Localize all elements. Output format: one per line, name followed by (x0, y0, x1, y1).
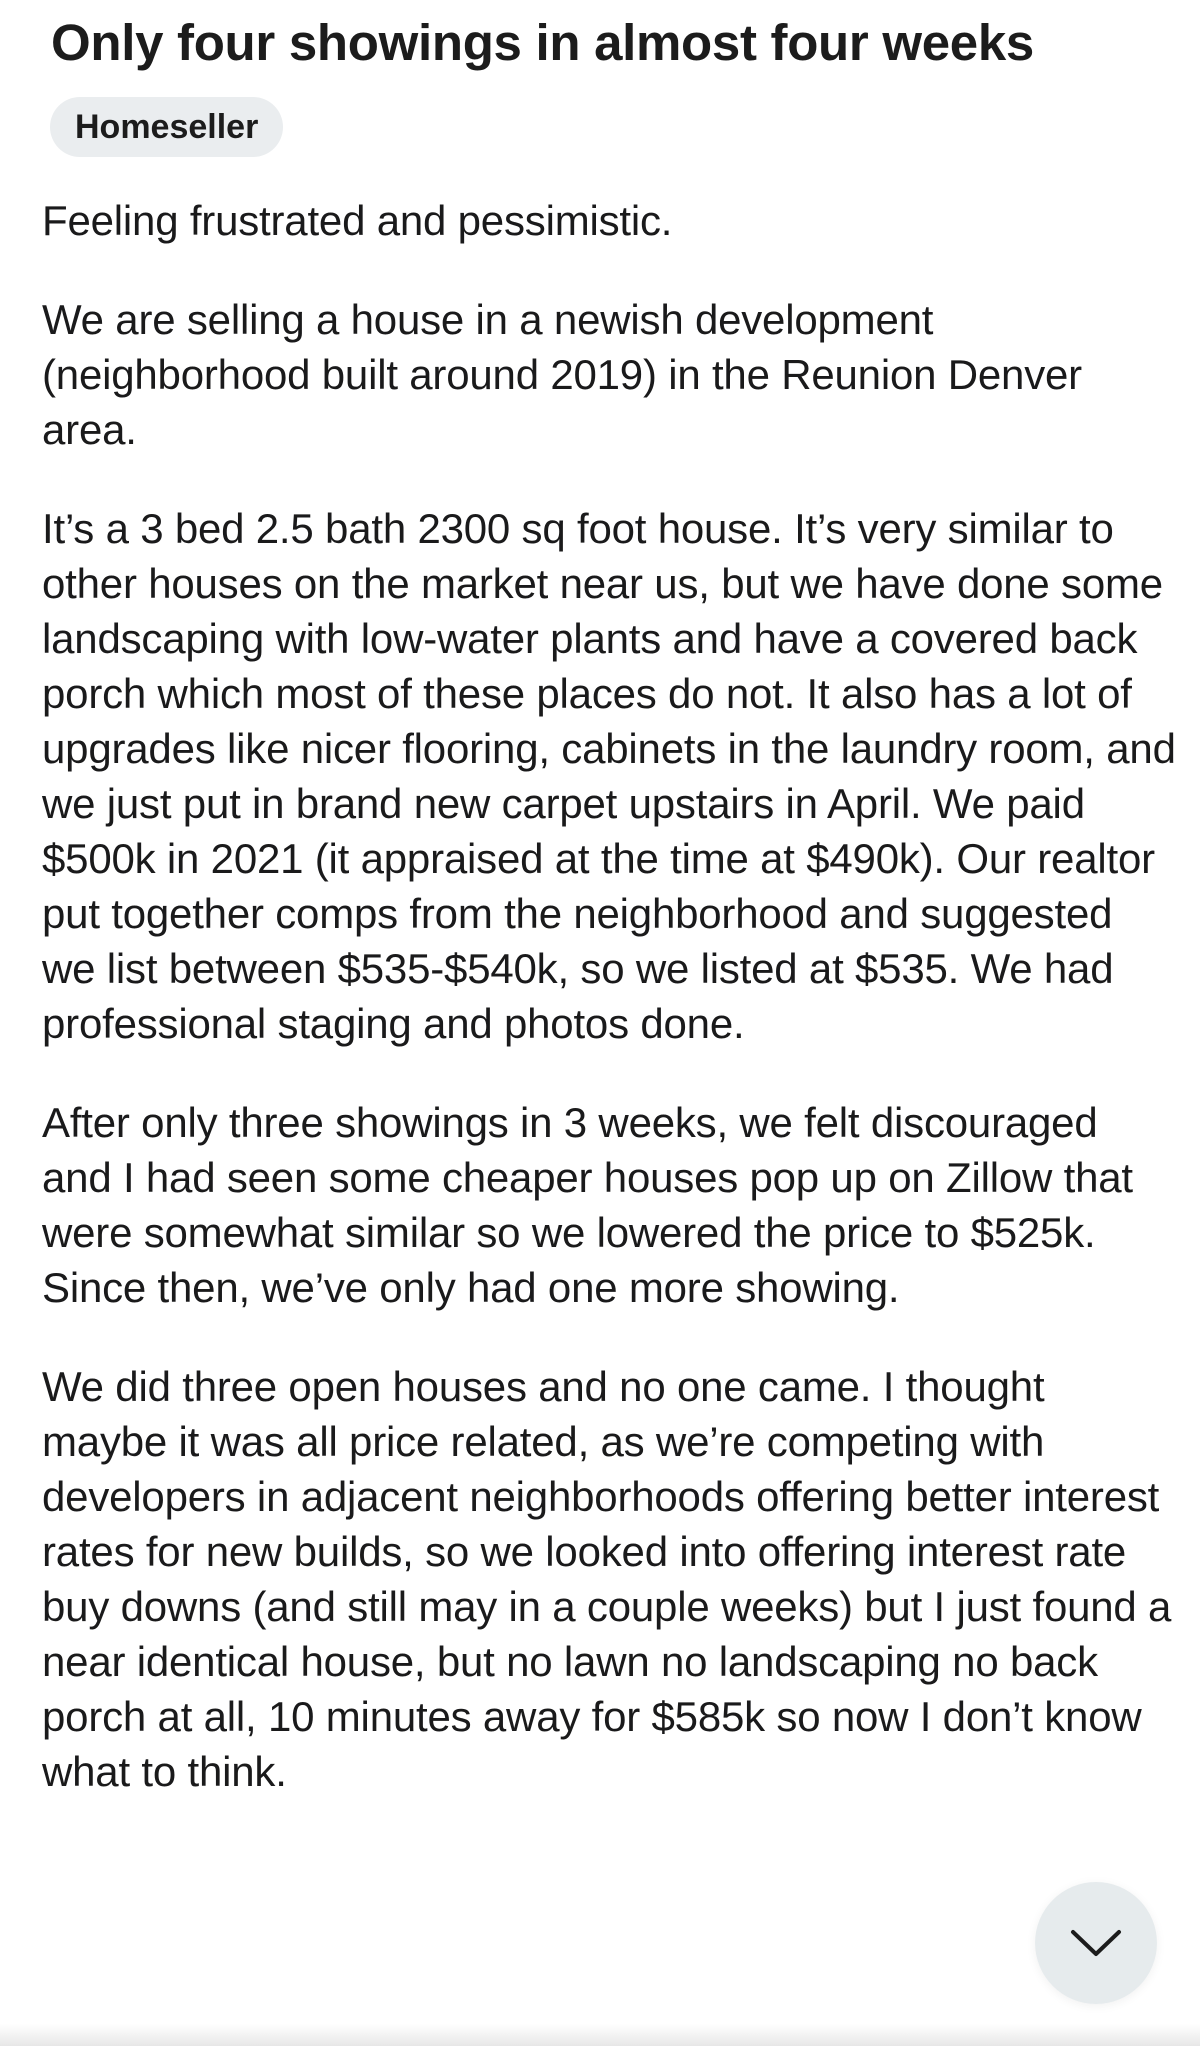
chevron-down-icon (1070, 1928, 1122, 1958)
post-body (42, 193, 1177, 1843)
scroll-down-button[interactable] (1035, 1882, 1157, 2004)
post-title[interactable]: Only four showings in almost four weeks (51, 14, 1034, 71)
post-paragraph: Feeling frustrated and pessimistic. (42, 197, 673, 244)
post-flair[interactable]: Homeseller (50, 97, 283, 157)
post-paragraph: After only three showings in 3 weeks, we felt discouraged and I had seen some cheaper houses pop up on Zillow that were somewhat similar so we lowered the price to $525k. Since then, we’ve only had one more showing. (42, 1099, 1133, 1311)
post-paragraph: It’s a 3 bed 2.5 bath 2300 sq foot house. It’s very similar to other houses on the market near us, but we have done some landscaping with low-water plants and have a covered back porch which most of these places do not. It also has a lot of upgrades like nicer flooring, cabinets in the laundry room, and we just put in brand new carpet upstairs in April. We paid $500k in 2021 (it appraised at the time at $490k). Our realtor put together comps from the neighborhood and suggested we list between $535-$540k, so we listed at $535. We had professional staging and photos done. (42, 505, 1176, 1047)
bottom-divider (0, 2024, 1200, 2046)
post-paragraph: We did three open houses and no one came. I thought maybe it was all price related, as we’re competing with developers in adjacent neighborhoods offering better interest rates for new builds, so we looked into offering interest rate buy downs (and still may in a couple weeks) but I just found a near identical house, but no lawn no landscaping no back porch at all, 10 minutes away for $585k so now I don’t know what to think. (42, 1363, 1172, 1795)
post-paragraph: We are selling a house in a newish development (neighborhood built around 2019) in the Reunion Denver area. (42, 296, 1082, 453)
